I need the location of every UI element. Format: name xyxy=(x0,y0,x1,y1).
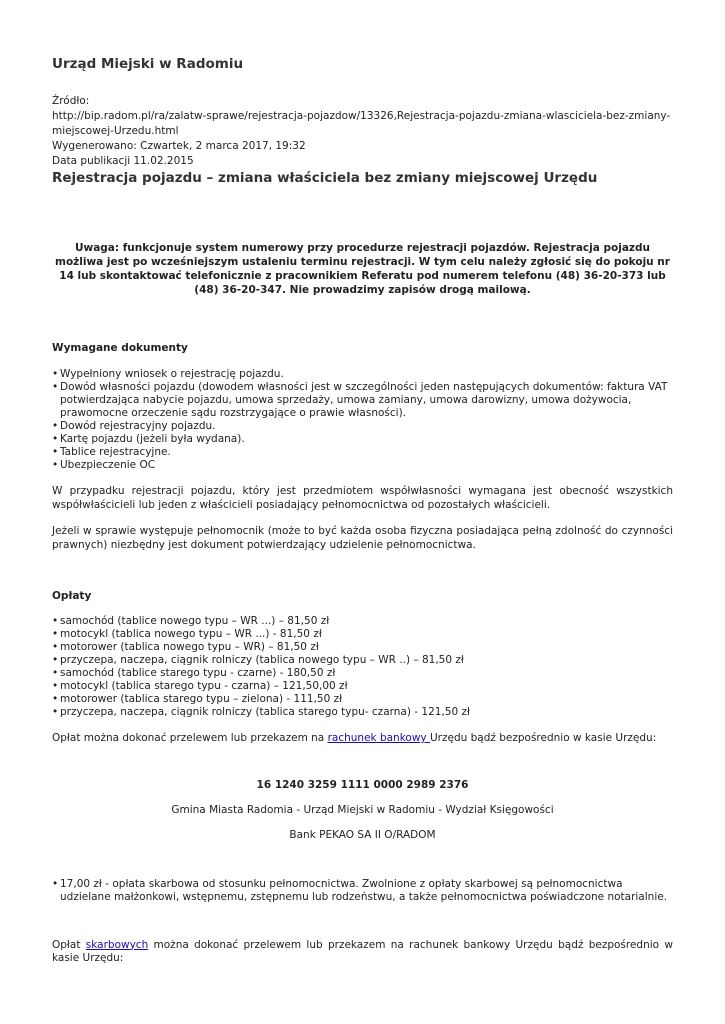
list-item: • przyczepa, naczepa, ciągnik rolniczy (tablica starego typu- czarna) - 121,50 zł xyxy=(52,706,673,719)
list-item: • samochód (tablice starego typu - czarne) - 180,50 zł xyxy=(52,667,673,680)
list-item: • Wypełniony wniosek o rejestrację pojazdu. xyxy=(52,368,673,381)
documents-list xyxy=(52,368,673,472)
org-title: Urząd Miejski w Radomiu xyxy=(52,56,244,72)
list-item: • Kartę pojazdu (jeżeli była wydana). xyxy=(52,433,673,446)
list-item: • 17,00 zł - opłata skarbowa od stosunku pełnomocnictwa. Zwolnione z opłaty skarbowej są pełnomocnictwa udzielane małżonkowi, wstępnemu, zstępnemu lub rodzeństwu, a także pełnomocnictwa poświadczone notarialnie. xyxy=(52,878,673,904)
source-label: Źródło: xyxy=(52,95,90,107)
source-url: http://bip.radom.pl/ra/zalatw-sprawe/rejestracja-pojazdow/13326,Rejestracja-pojazdu-zmiana-wlasciciela-bez-zmiany-miejscowej-Urzedu.html xyxy=(52,110,671,137)
list-item: • Dowód własności pojazdu (dowodem własności jest w szczególności jeden następujących dokumentów: faktura VAT potwierdzająca nabycie pojazdu, umowa sprzedaży, umowa zamiany, umowa darowizny, umowa dożywocia, prawomocne orzeczenie sądu rozstrzygające o prawie własności). xyxy=(52,381,673,420)
list-item: • motocykl (tablica nowego typu – WR ...) - 81,50 zł xyxy=(52,628,673,641)
page-title: Rejestracja pojazdu – zmiana właściciela bez zmiany miejscowej Urzędu xyxy=(52,170,598,186)
documents-section xyxy=(52,342,673,552)
documents-heading: Wymagane dokumenty xyxy=(52,342,188,354)
payment-text: Opłat można dokonać przelewem lub przekazem na xyxy=(52,732,328,744)
payment-paragraph xyxy=(52,732,673,746)
proxy-paragraph: Jeżeli w sprawie występuje pełnomocnik (może to być każda osoba fizyczna posiadająca pełną zdolność do czynności prawnych) niezbędny jest dokument potwierdzający udzielenie pełnomocnictwa. xyxy=(52,525,673,551)
fees-section xyxy=(52,590,673,966)
list-item: • przyczepa, naczepa, ciągnik rolniczy (tablica nowego typu – WR ..) – 81,50 zł xyxy=(52,654,673,667)
stamp-payment-paragraph xyxy=(52,939,673,966)
stamp-fee-list xyxy=(52,878,673,904)
bank-name: Bank PEKAO SA II O/RADOM xyxy=(289,828,436,841)
stamp-text: Opłat xyxy=(52,938,86,951)
fees-heading: Opłaty xyxy=(52,590,92,602)
notice-text: Uwaga: funkcjonuje system numerowy przy procedurze rejestracji pojazdów. Rejestracja pojazdu możliwa jest po wcześniejszym ustaleniu terminu rejestracji. W tym celu należy zgłosić się do pokoju nr 14 lub skontaktować telefonicznie z pracownikiem Referatu pod numerem telefonu (48) 36-20-373 lub (48) 36-20-347. Nie prowadzimy zapisów drogą mailową. xyxy=(55,242,670,296)
list-item: • Dowód rejestracyjny pojazdu. xyxy=(52,420,673,433)
list-item: • motorower (tablica starego typu – zielona) - 111,50 zł xyxy=(52,693,673,706)
fees-list xyxy=(52,615,673,719)
list-item: • samochód (tablice nowego typu – WR ...) – 81,50 zł xyxy=(52,615,673,628)
stamp-fee-link[interactable]: skarbowych xyxy=(85,938,149,951)
account-number: 16 1240 3259 1111 0000 2989 2376 xyxy=(256,778,469,791)
list-item: • motorower (tablica nowego typu – WR) – 81,50 zł xyxy=(52,641,673,654)
stamp-text-end: można dokonać przelewem lub przekazem na rachunek bankowy Urzędu bądź bezpośrednio w kasie Urzędu: xyxy=(52,938,673,964)
bank-account-link[interactable]: rachunek bankowy xyxy=(327,732,430,744)
list-item: • Tablice rejestracyjne. xyxy=(52,446,673,459)
list-item: • Ubezpieczenie OC xyxy=(52,459,673,472)
payment-text-end: Urzędu bądź bezpośrednio w kasie Urzędu: xyxy=(429,732,657,744)
publication-date: Data publikacji 11.02.2015 xyxy=(52,155,194,167)
list-item: • motocykl (tablica starego typu - czarna) – 121,50,00 zł xyxy=(52,680,673,693)
meta-block xyxy=(52,94,673,169)
coowners-paragraph: W przypadku rejestracji pojazdu, który jest przedmiotem współwłasności wymagana jest obecność wszystkich współwłaścicieli lub jeden z właścicieli posiadający pełnomocnictwa od pozostałych właścicieli. xyxy=(52,485,673,511)
generated-date: Wygenerowano: Czwartek, 2 marca 2017, 19:32 xyxy=(52,140,306,152)
document-page xyxy=(52,56,673,966)
account-holder: Gmina Miasta Radomia - Urząd Miejski w Radomiu - Wydział Księgowości xyxy=(171,803,554,816)
